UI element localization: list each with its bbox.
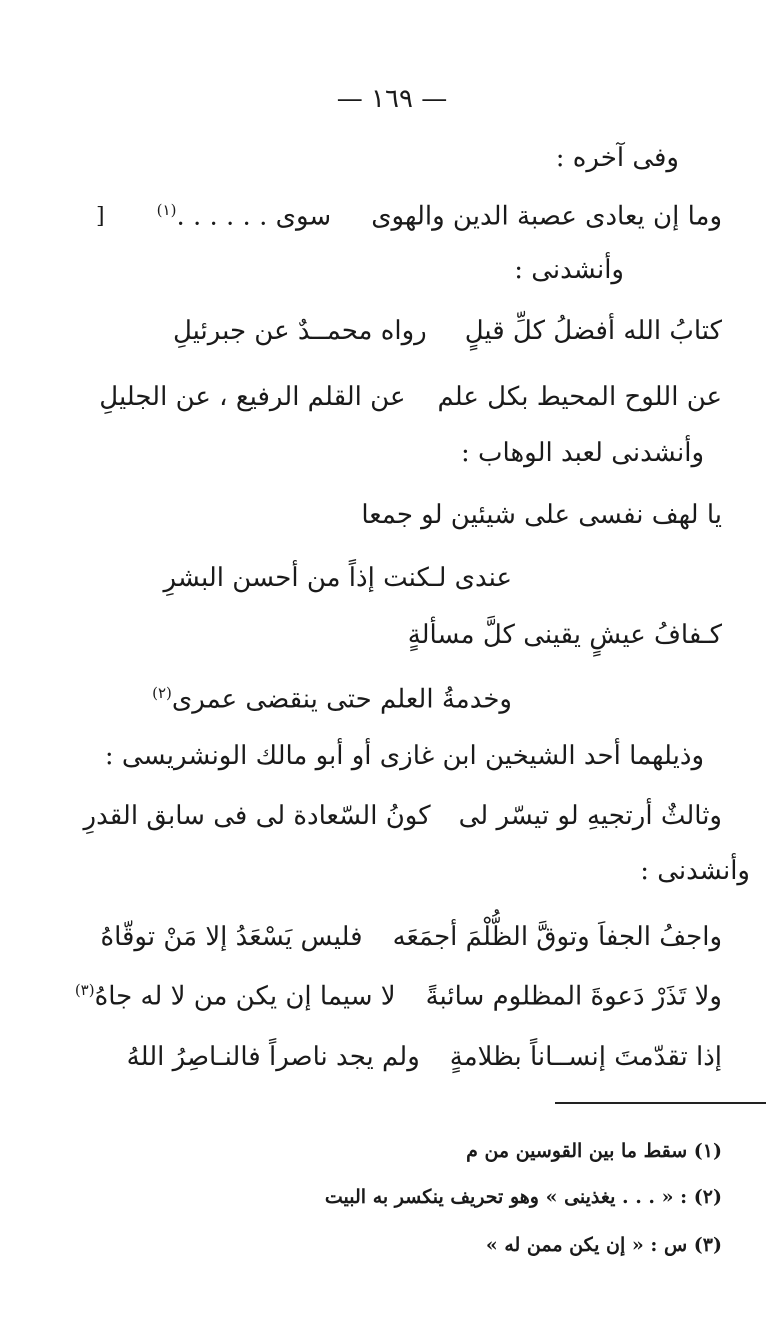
footnote-ref-2: (٢) — [152, 684, 172, 702]
footnote-1: (١) سقط ما بين القوسين من م — [466, 1140, 722, 1162]
verse-hemistich-8a: وثالثٌ أرتجيهِ لو تيسّر لى — [458, 801, 722, 831]
verse-hemistich-2a: كتابُ الله أفضلُ كلِّ قيلٍ — [464, 316, 722, 346]
verse-hemistich-11b: ولم يجد ناصراً فالنـاصِرُ اللهُ — [126, 1042, 420, 1072]
text-line-intro-4: وذيلهما أحد الشيخين ابن غازى أو أبو مالك الونشريسى : — [104, 741, 704, 771]
verse-hemistich-8b: كونُ السّعادة لى فى سابق القدرِ — [83, 801, 431, 831]
text-line-intro-5: وأنشدنى : — [640, 856, 750, 886]
verse-line-3 — [99, 384, 722, 410]
footnote-ref-3: (٣) — [74, 981, 95, 999]
verse-hemistich-11a: إذا تقدّمتَ إنســاناً بظلامةٍ — [449, 1042, 722, 1072]
verse-hemistich-2b: رواه محمــدٌ عن جبرئيلِ — [172, 316, 427, 346]
verse-line-10 — [75, 983, 722, 1010]
verse-hemistich-1b: سوى . . . . . . — [176, 201, 332, 232]
text-line-intro-2: وأنشدنى : — [514, 255, 624, 285]
text-line-intro-1: وفى آخره : — [555, 143, 679, 173]
footnote-2: (٢) : « . . . يغذينى » وهو تحريف ينكسر به البيت — [324, 1186, 722, 1208]
verse-line-2 — [173, 318, 722, 344]
verse-hemistich-3b: عن القلم الرفيع ، عن الجليلِ — [99, 382, 406, 412]
verse-line-4: يا لهف نفسى على شيئين لو جمعا — [361, 500, 722, 530]
verse-line-7 — [152, 686, 512, 713]
footnote-3: (٣) س : « إن يكن ممن له » — [485, 1234, 722, 1256]
verse-hemistich-10a: ولا تَذَرْ دَعوةَ المظلوم سائبةً — [425, 981, 722, 1012]
verse-line-9 — [100, 924, 722, 950]
verse-hemistich-10b: لا سيما إن يكن من لا له جاهُ — [94, 981, 396, 1012]
verse-hemistich-9b: فليس يَسْعَدُ إلا مَنْ توقّاهُ — [100, 922, 363, 952]
footnote-ref-1: (١) — [156, 201, 177, 219]
text-line-intro-3: وأنشدنى لعبد الوهاب : — [461, 438, 704, 468]
verse-line-8 — [84, 803, 722, 829]
verse-line-6: كـفافُ عيشٍ يقينى كلَّ مسألةٍ — [407, 620, 722, 650]
verse-line-1 — [157, 203, 722, 230]
verse-line-11 — [127, 1044, 722, 1070]
verse-hemistich-3a: عن اللوح المحيط بكل علم — [437, 382, 722, 412]
verse-hemistich-9a: واجفُ الجفاَ وتوقَّ الظُّلْمَ أجمَعَه — [392, 922, 722, 952]
closing-bracket: ] — [96, 204, 105, 229]
footnote-separator — [555, 1102, 766, 1104]
page-number: — ١٦٩ — — [336, 84, 448, 114]
verse-line-5: عندى لـكنت إذاً من أحسن البشرِ — [163, 563, 512, 593]
verse-hemistich-1a: وما إن يعادى عصبة الدين والهوى — [371, 201, 722, 232]
verse-line-7-text: وخدمةُ العلم حتى ينقضى عمرى — [171, 684, 512, 715]
